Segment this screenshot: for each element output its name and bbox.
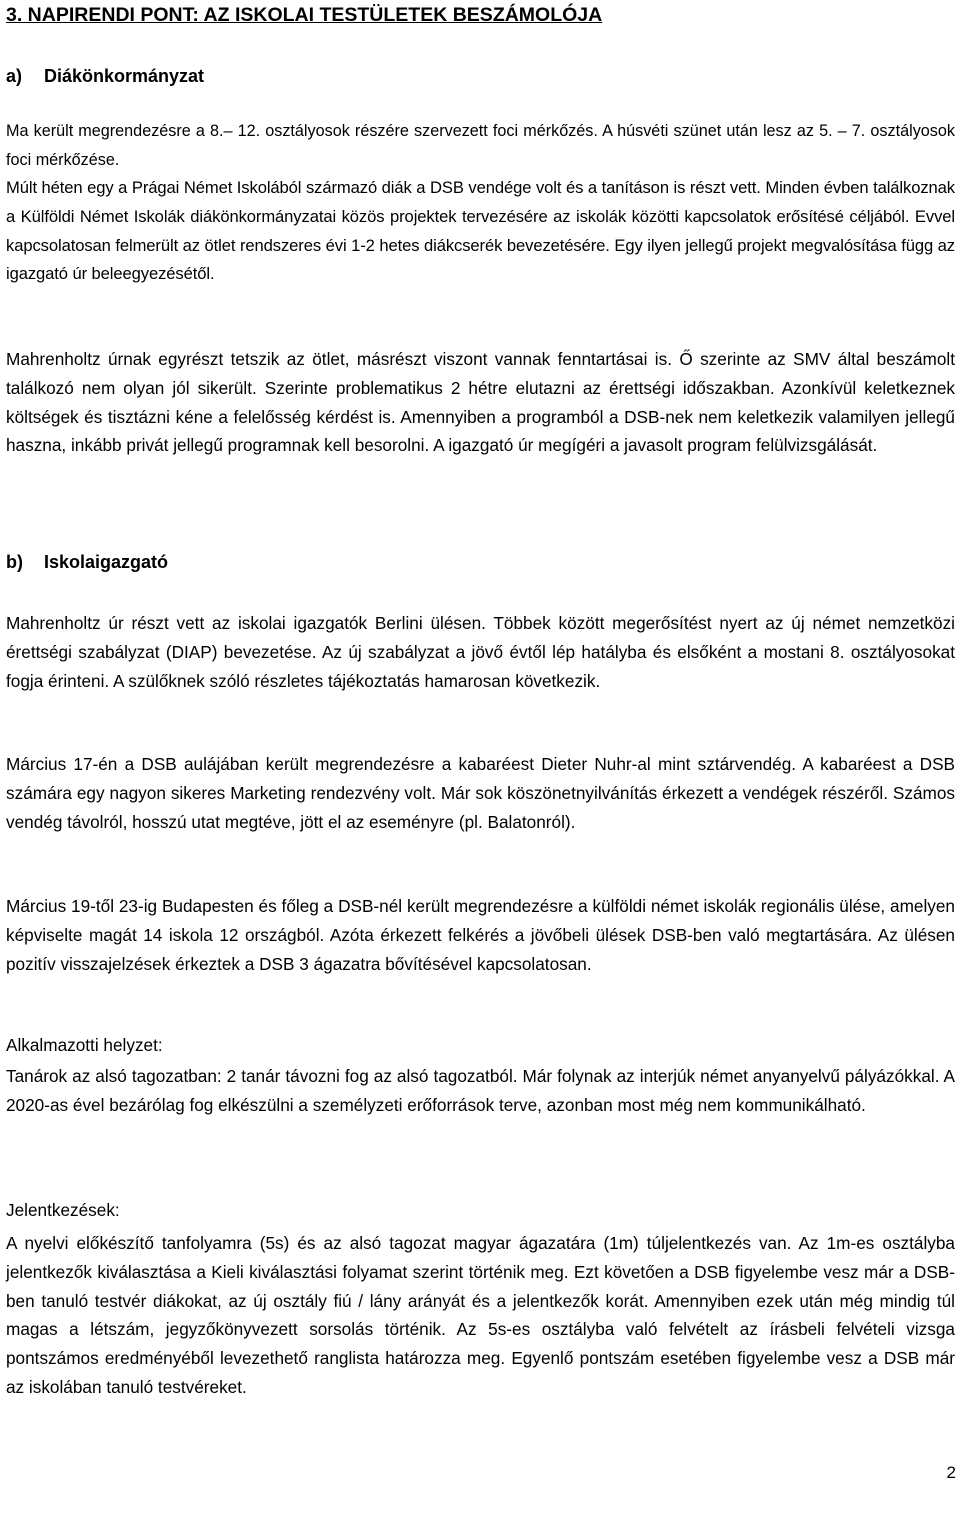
staff-situation-paragraph: Tanárok az alsó tagozatban: 2 tanár távozni fog az alsó tagozatból. Már folynak az interjúk német anyanyelvű pályázókkal. A 2020-as ével bezárólag fog elkészülni a személyzeti erőforrások terve, azonban most még nem kommunikálható. bbox=[6, 1066, 955, 1115]
applications-label: Jelentkezések: bbox=[6, 1200, 120, 1220]
section-b-paragraph-1: Mahrenholtz úr részt vett az iskolai igazgatók Berlini ülésen. Többek között megerősítést nyert az új német nemzetközi érettségi szabályzat (DIAP) bevezetése. Az új szabályzat a jövő évtől lép hatályba és elsőként a mostani 8. osztályosokat fogja érinteni. A szülőknek szóló részletes tájékoztatás hamarosan következik. bbox=[6, 613, 955, 691]
section-a-title: Diákönkormányzat bbox=[44, 66, 205, 86]
section-a-paragraph-2: Múlt héten egy a Prágai Német Iskolából származó diák a DSB vendége volt és a tanításon is részt vett. Minden évben találkoznak a Külföldi Német Iskolák diákönkormányzatai közös projektek tervezésére az iskolák közötti kapcsolatok erősítésé céljából. Evvel kapcsolatosan felmerült az ötlet rendszeres évi 1-2 hetes diákcserék bevezetésére. Egy ilyen jellegű projekt megvalósítása függ az igazgató úr beleegyezésétől. bbox=[6, 178, 955, 284]
section-a-paragraph-3: Mahrenholtz úrnak egyrészt tetszik az ötlet, másrészt viszont vannak fenntartásai is. Ő szerinte az SMV által beszámolt találkozó nem olyan jól sikerült. Szerinte problematikus 2 hétre elutazni az érettségi időszakban. Azonkívül keletkeznek költségek és tisztázni kéne a felelősség kérdést is. Amennyiben a programból a DSB-nek nem keletkezik valamilyen jellegű haszna, inkább privát jellegű programnak kell besorolni. A igazgató úr megígéri a javasolt program felülvizsgálását. bbox=[6, 349, 955, 456]
section-b-title: Iskolaigazgató bbox=[44, 552, 169, 572]
section-a-letter: a) bbox=[6, 66, 23, 86]
page-number: 2 bbox=[946, 1463, 956, 1482]
page-title: 3. NAPIRENDI PONT: AZ ISKOLAI TESTÜLETEK BESZÁMOLÓJA bbox=[6, 4, 603, 26]
section-b-paragraph-3: Március 19-től 23-ig Budapesten és főleg a DSB-nél került megrendezésre a külföldi német iskolák regionális ülése, amelyen képviselte magát 14 iskola 12 országból. Azóta érkezett felkérés a jövőbeli ülések DSB-ben való megtartására. Az ülésen pozitív visszajelzések érkeztek a DSB 3 ágazatra bővítésével kapcsolatosan. bbox=[6, 896, 955, 974]
section-a-paragraph-1: Ma került megrendezésre a 8.– 12. osztályosok részére szervezett foci mérkőzés. A húsvéti szünet után lesz az 5. – 7. osztályosok foci mérkőzése. bbox=[6, 122, 955, 169]
applications-paragraph: A nyelvi előkészítő tanfolyamra (5s) és az alsó tagozat magyar ágazatára (1m) túljelentkezés van. Az 1m-es osztályba jelentkezők kiválasztása a Kieli kiválasztási folyamat szerint történik meg. Ezt követően a DSB figyelembe vesz már a DSB-ben tanuló testvér diákokat, az új osztály fiú / lány arányát és a jelentkezők korát. Amennyiben ezek után még mindig túl magas a létszám, jegyzőkönyvezett sorsolás történik. Az 5s-es osztályba való felvételt az írásbeli felvételi vizsga pontszámos eredményéből levezethető ranglista határozza meg. Egyenlő pontszám esetében figyelembe vesz a DSB már az iskolában tanuló testvéreket. bbox=[6, 1233, 955, 1397]
section-a-heading bbox=[6, 66, 204, 87]
section-b-paragraph-2: Március 17-én a DSB aulájában került megrendezésre a kabaréest Dieter Nuhr-al mint sztárvendég. A kabaréest a DSB számára egy nagyon sikeres Marketing rendezvény volt. Már sok köszönetnyilvánítás érkezett a vendégek részéről. Számos vendég távolról, hosszú utat megtéve, jött el az eseményre (pl. Balatonról). bbox=[6, 754, 955, 832]
staff-situation-label: Alkalmazotti helyzet: bbox=[6, 1035, 163, 1055]
section-b-heading bbox=[6, 552, 168, 573]
section-b-letter: b) bbox=[6, 552, 23, 572]
